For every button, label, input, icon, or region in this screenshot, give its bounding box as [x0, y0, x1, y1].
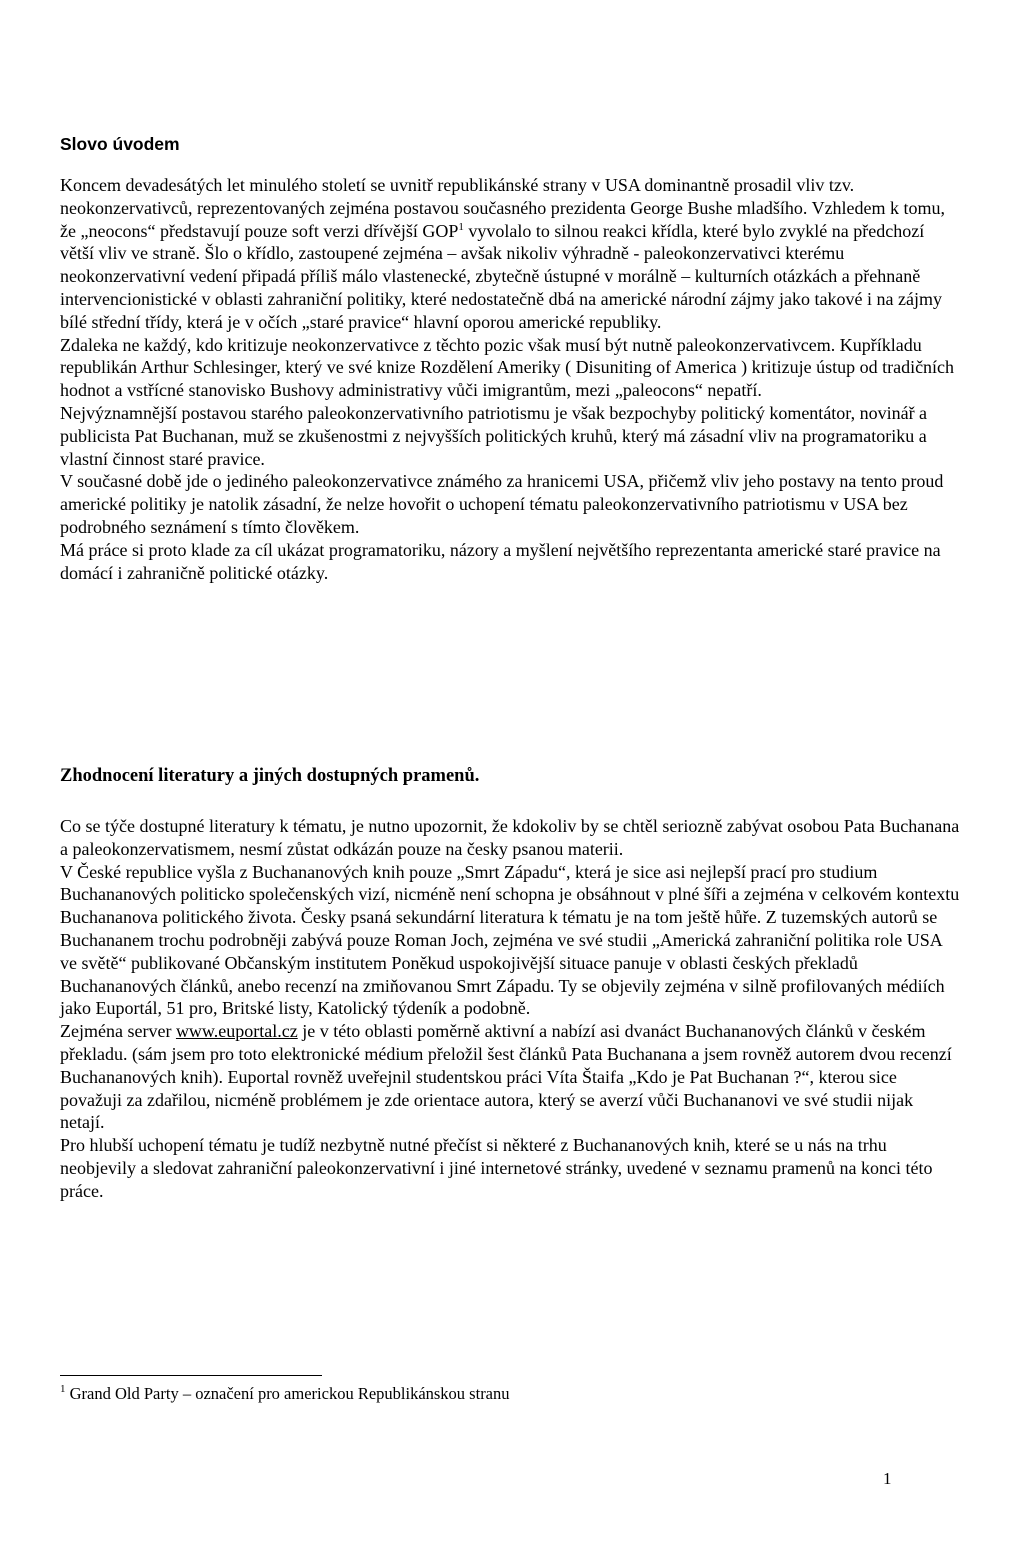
intro-section — [60, 174, 960, 584]
intro-paragraph-1 — [60, 174, 960, 334]
intro-p1-text-a: Koncem devadesátých let minulého století se uvnitř republikánské strany v USA dominantně prosadil vliv tzv. neokonzervativců, reprezentovaných zejména postavou současného prezidenta George Bushe mladšího. Vzhledem k tomu, že „neocons“ představují pouze soft verzi dřívější GOP — [60, 175, 946, 241]
section-heading-intro: Slovo úvodem — [60, 134, 180, 154]
footnote-reference[interactable]: 1 — [458, 220, 464, 233]
intro-paragraph-3: Nejvýznamnější postavou starého paleokonzervativního patriotismu je však bezpochyby politický komentátor, novinář a publicista Pat Buchanan, muž se zkušenostmi z nejvyšších politických kruhů, který má zásadní vliv na programatoriku a vlastní činnost staré pravice. — [60, 402, 928, 469]
intro-paragraph-5: Má práce si proto klade za cíl ukázat programatoriku, názory a myšlení největšího reprezentanta americké staré pravice na domácí i zahraničně politické otázky. — [60, 539, 941, 583]
literature-paragraph-2: V České republice vyšla z Buchananových knih pouze „Smrt Západu“, která je sice asi nejlepší prací pro studium Buchananových politicko společenských vizí, nicméně není schopna je obsáhnout v plné šíři a zejména v celkovém kontextu Buchananova politického života. Česky psaná sekundární literatura k tématu je na tom ještě hůře. Z tuzemských autorů se Buchananem trochu podrobněji zabývá pouze Roman Joch, zejména ve své studii „Americká zahraniční politika role USA ve světě“ publikované Občanským institutem Poněkud uspokojivější situace panuje v oblasti českých překladů Buchananových článků, anebo recenzí na zmiňovanou Smrt Západu. Ty se objevily zejména v silně profilovaných médiích jako Euportál, 51 pro, Britské listy, Katolický týdeník a podobně. — [60, 861, 960, 1019]
literature-paragraph-3 — [60, 1020, 960, 1134]
intro-paragraph-4: V současné době jde o jediného paleokonzervativce známého za hranicemi USA, přičemž vliv jeho postavy na tento proud americké politiky je natolik zásadní, že nelze hovořit o uchopení tématu paleokonzervativního patriotismu v USA bez podrobného seznámení s tímto člověkem. — [60, 471, 944, 537]
intro-p1-text-b: vyvolalo to silnou reakci křídla, které bylo zvyklé na předchozí větší vliv ve straně. Šlo o křídlo, zastoupené zejména – avšak nikoliv výhradně - paleokonzervativci kterému neokonzervativní vedení připadá příliš málo vlastenecké, zbytečně ústupné v morálně – kulturních otázkách a přehnaně intervencionistické v oblasti zahraniční politiky, které nedostatečně dbá na americké národní zájmy jako takové i na zájmy bílé střední třídy, která je v očích „staré pravice“ hlavní oporou americké republiky. — [60, 220, 942, 332]
literature-paragraph-1: Co se týče dostupné literatury k tématu, je nutno upozornit, že kdokoliv by se chtěl seriozně zabývat osobou Pata Buchanana a paleokonzervatismem, nesmí zůstat odkázán pouze na česky psanou materii. — [60, 816, 960, 859]
literature-p3-text-a: Zejména server — [60, 1021, 176, 1042]
intro-paragraph-2: Zdaleka ne každý, kdo kritizuje neokonzervativce z těchto pozic však musí být nutně paleokonzervativcem. Kupříkladu republikán Arthur Schlesinger, který ve své knize Rozdělení Ameriky ( Disuniting of America ) kritizuje ústup od tradičních hodnot a vstřícné stanovisko Bushovy administrativy vůči imigrantům, mezi „paleocons“ nepatří. — [60, 334, 955, 401]
footnote-mark: 1 — [60, 1383, 66, 1395]
footnote — [60, 1383, 510, 1405]
footnote-text: Grand Old Party – označení pro americkou Republikánskou stranu — [65, 1384, 510, 1403]
literature-paragraph-4: Pro hlubší uchopení tématu je tudíž nezbytně nutné přečíst si některé z Buchananových knih, které se u nás na trhu neobjevily a sledovat zahraniční paleokonzervativní i jiné internetové stránky, uvedené v seznamu pramenů na konci této práce. — [60, 1135, 933, 1201]
literature-section — [60, 815, 960, 1203]
footnote-divider — [60, 1375, 322, 1376]
page-number: 1 — [883, 1469, 892, 1488]
literature-p3-text-b: je v této oblasti poměrně aktivní a nabízí asi dvanáct Buchananových článků v českém překladu. (sám jsem pro toto elektronické médium přeložil šest článků Pata Buchanana a jsem rovněž autorem dvou recenzí Buchananových knih). Euportal rovněž uveřejnil studentskou práci Víta Štaifa „Kdo je Pat Buchanan ?“, kterou sice považuji za zdařilou, nicméně problémem je zde orientace autora, který se averzí vůči Buchananovi ve své studii nijak netají. — [60, 1021, 952, 1133]
section-heading-literature: Zhodnocení literatury a jiných dostupných pramenů. — [60, 766, 480, 786]
euportal-link[interactable]: www.euportal.cz — [175, 1021, 298, 1042]
